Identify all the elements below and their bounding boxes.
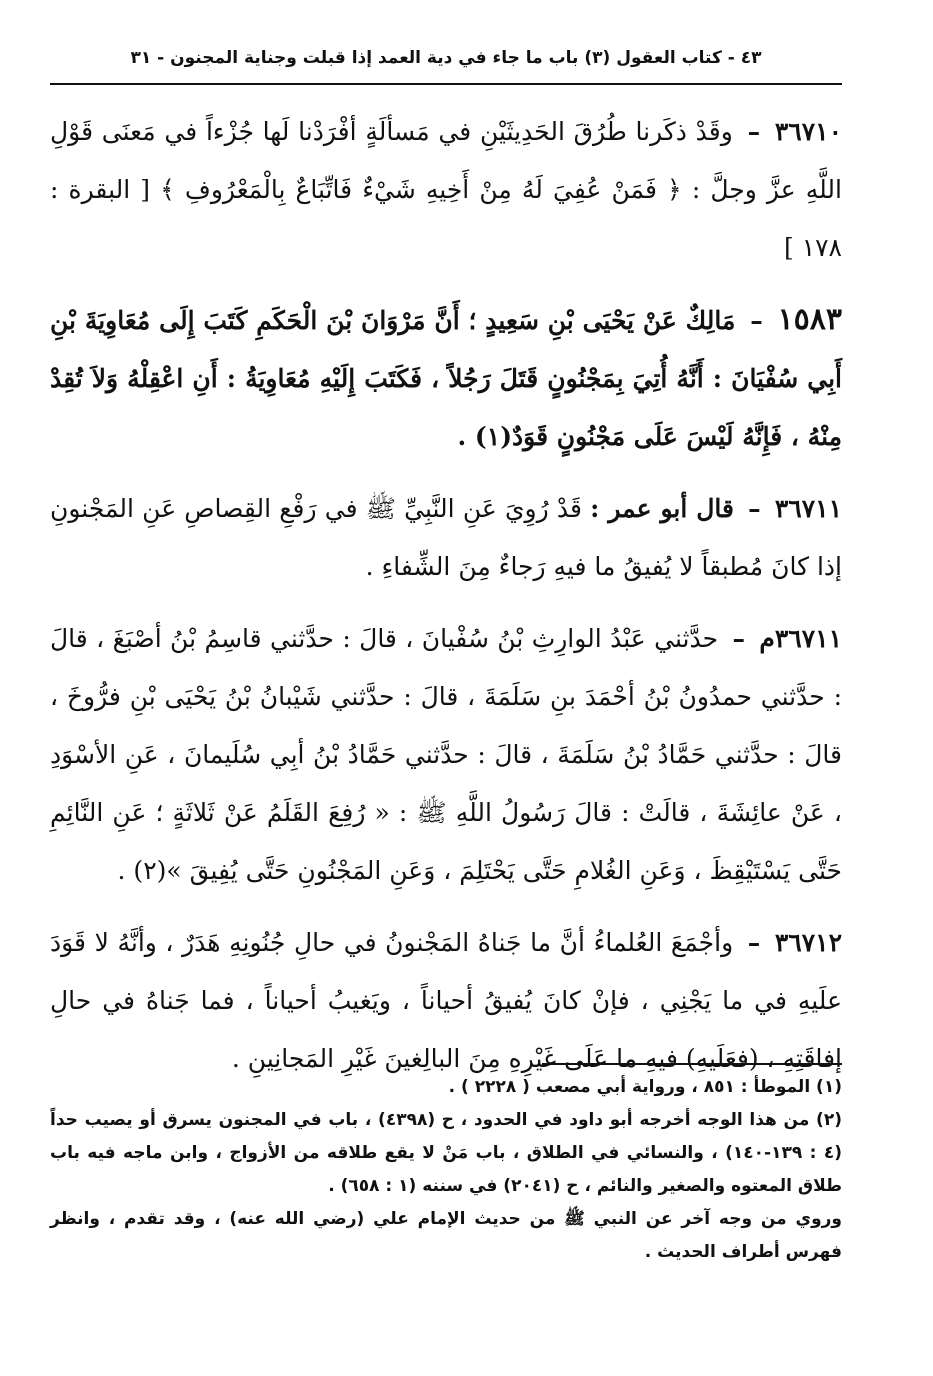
- header-rule: [50, 83, 842, 85]
- paragraph-36712: [50, 914, 842, 1088]
- hadith-text: مَالِكٌ عَنْ يَحْيَى بْنِ سَعِيدٍ ؛ أَنَّ مَرْوَانَ بْنَ الْحَكَمِ كَتَبَ إِلَى مُعَاوِيَةَ بْنِ أَبِي سُفْيَانَ : أَنَّهُ أُتِيَ بِمَجْنُونٍ قَتَلَ رَجُلاً ، فَكَتَبَ إِلَيْهِ مُعَاوِيَةُ : أَنِ اعْقِلْهُ وَلاَ تُقِدْ مِنْهُ ، فَإِنَّهُ لَيْسَ عَلَى مَجْنُونٍ قَوَدٌ(١) .: [50, 306, 842, 451]
- book-page: [50, 28, 842, 1348]
- paragraph-36711: [50, 480, 842, 596]
- footnote-1: (١) الموطأ : ٨٥١ ، ورواية أبي مصعب ( ٢٢٢٨ ) .: [448, 1077, 842, 1097]
- paragraph-36710: [50, 103, 842, 277]
- paragraph-text: وقَدْ ذكَرنا طُرُقَ الحَدِيثَيْنِ في مَسألَةٍ أفْرَدْنا لَها جُزْءاً في مَعنَى قَوْلِ اللَّهِ عزَّ وجلَّ : ﴿ فَمَنْ عُفِيَ لَهُ مِنْ أَخِيهِ شَيْءٌ فَاتِّبَاعٌ بِالْمَعْرُوفِ ﴾ [ البقرة : ١٧٨ ]: [50, 117, 842, 262]
- dash-separator: –: [750, 306, 763, 335]
- paragraph-number: ٣٦٧١٠: [774, 117, 842, 146]
- paragraph-text: وأجْمَعَ العُلماءُ أنَّ ما جَناهُ المَجْنونُ في حالِ جُنُونِهِ هَدَرٌ ، وأنَّهُ لا قَوَدَ علَيهِ في ما يَجْنِي ، فإنْ كانَ يُفيقُ أحياناً ، ويَغيبُ أحياناً ، فما جَناهُ في حالِ إفاقَتِهِ ، (فعَلَيهِ) فيهِ ما عَلَى غَيْرِهِ مِنَ البالِغينَ غَيْرِ المَجانِينِ .: [50, 928, 842, 1073]
- paragraph-lead: قال أبو عمر :: [590, 494, 734, 523]
- dash-separator: –: [748, 494, 761, 523]
- footnote-2: (٢) من هذا الوجه أخرجه أبو داود في الحدود ، ح (٤٣٩٨) ، باب في المجنون يسرق أو يصيب حداً (٤ : ١٣٩-١٤٠) ، والنسائي في الطلاق ، باب مَنْ لا يقع طلاقه من الأزواج ، وابن ماجه فيه باب طلاق المعتوه والصغير والنائم ، ح (٢٠٤١) في سننه (١ : ٦٥٨) .: [50, 1110, 843, 1196]
- footnote-rule: [542, 1063, 842, 1065]
- main-text: [50, 103, 842, 1102]
- paragraph-36711m: [50, 610, 842, 900]
- hadith-number: ١٥٨٣: [777, 302, 842, 337]
- paragraph-text: حدَّثني عَبْدُ الوارِثِ بْنُ سُفْيانَ ، قالَ : حدَّثني قاسِمُ بْنُ أصْبَغَ ، قالَ : حدَّثني حمدُونُ بْنُ أحْمَدَ بنِ سَلَمَةَ ، قالَ : حدَّثني شَيْبانُ بْنُ يَحْيَى بْنِ فرُّوخَ ، قالَ : حدَّثني حَمَّادُ بْنُ سَلَمَةَ ، قالَ : حدَّثني حَمَّادُ بْنُ أبِي سُلَيمانَ ، عَنِ الأسْوَدِ ، عَنْ عائِشَةَ ، قالَتْ : قالَ رَسُولُ اللَّهِ ﷺ : « رُفِعَ القَلَمُ عَنْ ثَلاثَةٍ ؛ عَنِ النَّائِمِ حَتَّى يَسْتَيْقِظَ ، وَعَنِ الغُلامِ حَتَّى يَحْتَلِمَ ، وَعَنِ المَجْنُونِ حَتَّى يُفِيقَ »(٢) .: [50, 624, 842, 885]
- footnote-2-continued: وروي من وجه آخر عن النبي ﷺ من حديث الإمام علي (رضي الله عنه) ، وقد تقدم ، وانظر فهرس أطراف الحديث .: [50, 1209, 842, 1262]
- dash-separator: –: [747, 928, 761, 957]
- paragraph-number: ٣٦٧١١م: [759, 624, 843, 653]
- dash-separator: –: [747, 117, 761, 146]
- running-header: ٤٣ - كتاب العقول (٣) باب ما جاء في دية العمد إذا قبلت وجناية المجنون - ٣١: [130, 48, 762, 68]
- paragraph-number: ٣٦٧١٢: [774, 928, 842, 957]
- footnotes: [50, 1063, 842, 1269]
- hadith-1583: [50, 291, 842, 466]
- paragraph-number: ٣٦٧١١: [774, 494, 843, 523]
- paragraph-text: قَدْ رُوِيَ عَنِ النَّبِيِّ ﷺ في رَفْعِ القِصاصِ عَنِ المَجْنونِ إذا كانَ مُطبقاً لا يُفيقُ ما فيهِ رَجاءٌ مِنَ الشِّفاءِ .: [50, 494, 842, 581]
- dash-separator: –: [732, 624, 745, 653]
